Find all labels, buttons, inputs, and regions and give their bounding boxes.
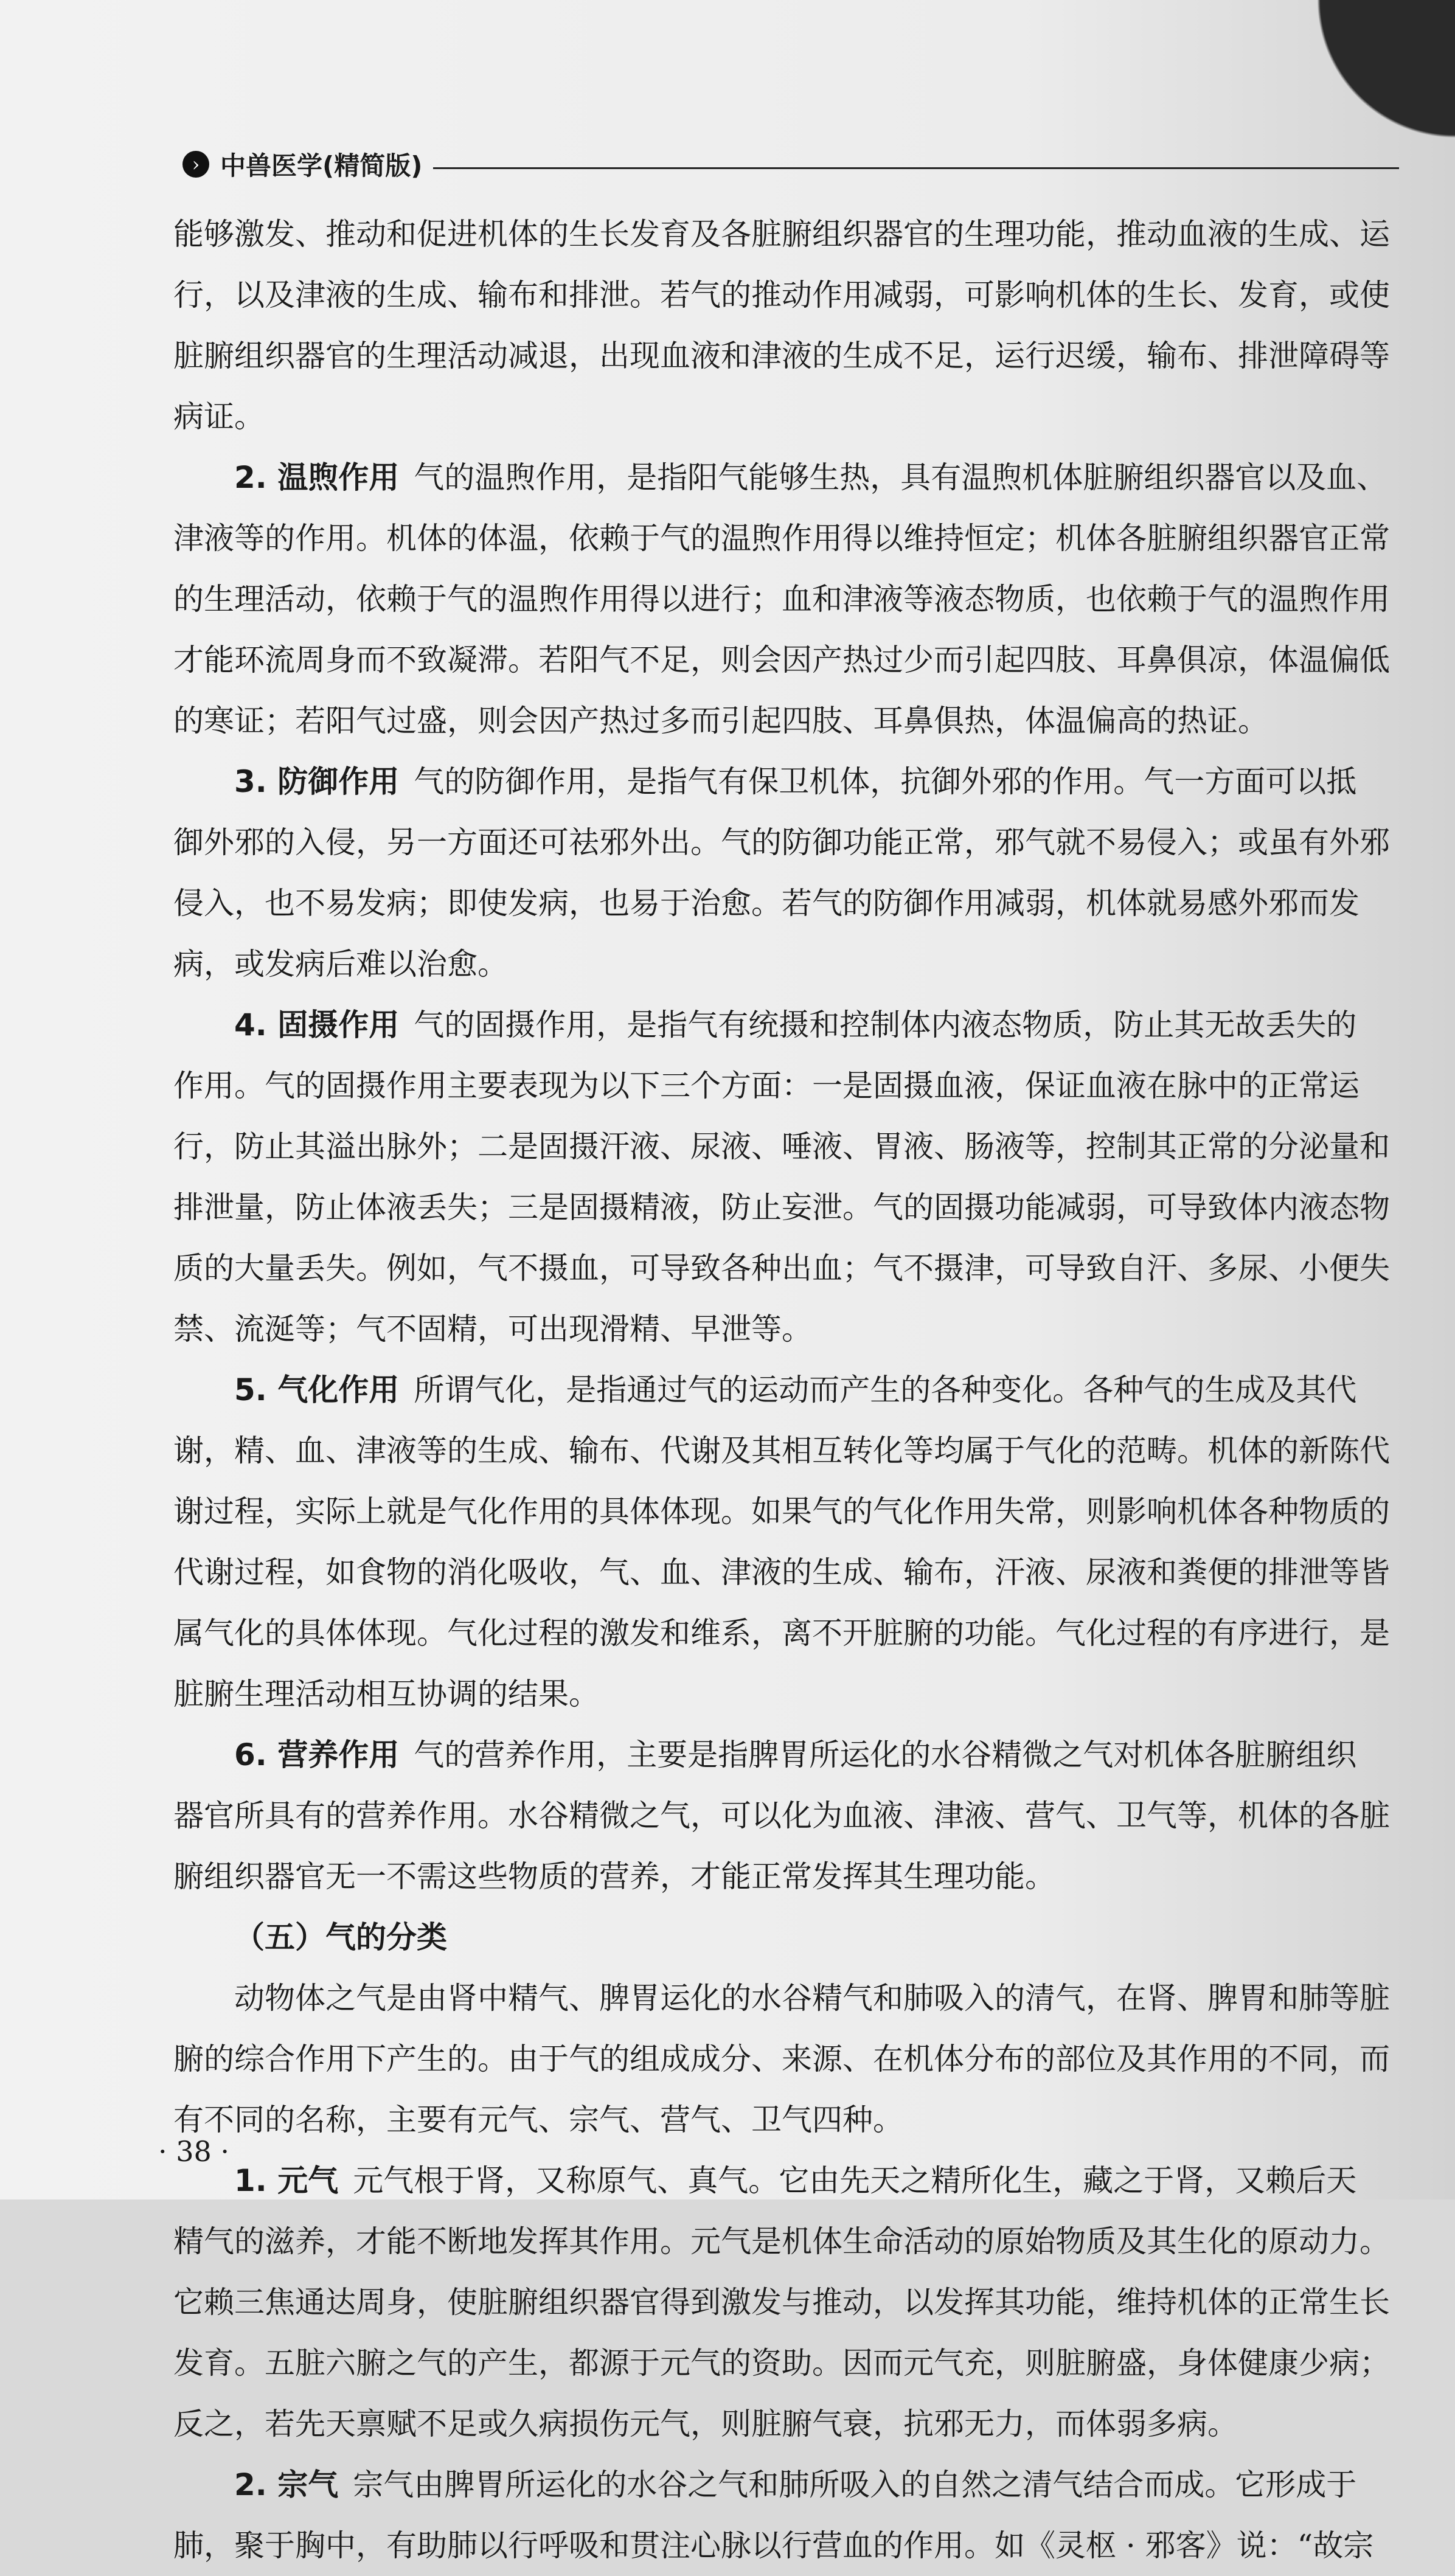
page-number: · 38 · [158,2135,230,2168]
paragraph-text: 动物体之气是由肾中精气、脾胃运化的水谷精气和肺吸入的清气，在肾、脾胃和肺等脏 [234,1981,1390,2016]
paragraph-text: 禁、流涎等；气不固精，可出现滑精、早泄等。 [173,1311,812,1347]
text-line [173,1299,1405,1359]
paragraph-text: 行，防止其溢出脉外；二是固摄汗液、尿液、唾液、胃液、肠液等，控制其正常的分泌量和 [173,1129,1390,1164]
subsection-label: 6. 营养作用 [234,1737,400,1772]
paragraph-text: 器官所具有的营养作用。水谷精微之气，可以化为血液、津液、营气、卫气等，机体的各脏 [173,1798,1390,1833]
paragraph-text: 津液等的作用。机体的体温，依赖于气的温煦作用得以维持恒定；机体各脏腑组织器官正常 [173,521,1390,556]
text-line [173,508,1405,569]
text-line [173,265,1405,325]
section-heading [173,1907,1405,1968]
paragraph-text: 脏腑生理活动相互协调的结果。 [173,1676,599,1712]
subsection-label: 4. 固摄作用 [234,1007,400,1043]
text-line [173,1724,1405,1785]
text-line [173,2211,1405,2272]
paragraph-text: 谢过程，实际上就是气化作用的具体体现。如果气的气化作用失常，则影响机体各种物质的 [173,1494,1390,1529]
text-line [173,325,1405,386]
paragraph-text: 气的固摄作用，是指气有统摄和控制体内液态物质，防止其无故丢失的 [414,1007,1357,1043]
paragraph-text: 气的防御作用，是指气有保卫机体，抗御外邪的作用。气一方面可以抵 [414,764,1357,799]
paragraph-text: 所谓气化，是指通过气的运动而产生的各种变化。各种气的生成及其代 [414,1372,1357,1408]
paragraph-text: 属气化的具体体现。气化过程的激发和维系，离不开脏腑的功能。气化过程的有序进行，是 [173,1616,1390,1651]
paragraph-text: 腑组织器官无一不需这些物质的营养，才能正常发挥其生理功能。 [173,1859,1055,1894]
paragraph-text: 气的营养作用，主要是指脾胃所运化的水谷精微之气对机体各脏腑组织 [414,1737,1357,1772]
text-line [173,2150,1405,2211]
paragraph-text: 病，或发病后难以治愈。 [173,946,508,982]
paragraph-text: 排泄量，防止体液丢失；三是固摄精液，防止妄泄。气的固摄功能减弱，可导致体内液态物 [173,1190,1390,1225]
paragraph-text: 腑的综合作用下产生的。由于气的组成成分、来源、在机体分布的部位及其作用的不同，而 [173,2041,1390,2077]
paragraph-text: 代谢过程，如食物的消化吸收，气、血、津液的生成、输布，汗液、尿液和粪便的排泄等皆 [173,1555,1390,1590]
text-line [173,2272,1405,2333]
text-line [173,1968,1405,2029]
subsection-label: 2. 宗气 [234,2467,339,2502]
paragraph-text: 反之，若先天禀赋不足或久病损伤元气，则脏腑气衰，抗邪无力，而体弱多病。 [173,2406,1238,2442]
text-line [173,1359,1405,1420]
text-line [173,2454,1405,2515]
text-line [173,2394,1405,2454]
text-line [173,751,1405,812]
text-line [173,386,1405,447]
paragraph-text: 精气的滋养，才能不断地发挥其作用。元气是机体生命活动的原始物质及其生化的原动力。 [173,2224,1390,2259]
running-header [182,143,1399,186]
subsection-label: 5. 气化作用 [234,1372,400,1408]
paragraph-text: 它赖三焦通达周身，使脏腑组织器官得到激发与推动，以发挥其功能，维持机体的正常生长 [173,2285,1390,2320]
text-line [173,630,1405,690]
subsection-label: 2. 温煦作用 [234,460,400,495]
paragraph-text: 有不同的名称，主要有元气、宗气、营气、卫气四种。 [173,2102,903,2137]
text-line [173,995,1405,1055]
paragraph-text: 作用。气的固摄作用主要表现为以下三个方面：一是固摄血液，保证血液在脉中的正常运 [173,1068,1360,1103]
text-line [173,2333,1405,2394]
text-line [173,1603,1405,1664]
paragraph-text: 行，以及津液的生成、输布和排泄。若气的推动作用减弱，可影响机体的生长、发育，或使 [173,277,1390,313]
paragraph-text: 发育。五脏六腑之气的产生，都源于元气的资助。因而元气充，则脏腑盛，身体健康少病； [173,2345,1390,2381]
text-line [173,447,1405,508]
paragraph-text: 才能环流周身而不致凝滞。若阳气不足，则会因产热过少而引起四肢、耳鼻俱凉，体温偏低 [173,642,1390,678]
header-rule [433,167,1399,169]
text-line [173,1238,1405,1299]
text-line [173,1664,1405,1724]
paragraph-text: 侵入，也不易发病；即使发病，也易于治愈。若气的防御作用减弱，机体就易感外邪而发 [173,886,1360,921]
text-line [173,1055,1405,1116]
subsection-label: 3. 防御作用 [234,764,400,799]
text-line [173,2515,1405,2576]
paragraph-text: 的寒证；若阳气过盛，则会因产热过多而引起四肢、耳鼻俱热，体温偏高的热证。 [173,703,1268,738]
paragraph-text: 病证。 [173,399,265,434]
text-line [173,1542,1405,1603]
circle-arrow-icon: › [182,151,209,178]
paragraph-text: 御外邪的入侵，另一方面还可祛邪外出。气的防御功能正常，邪气就不易侵入；或虽有外邪 [173,825,1390,860]
text-line [173,1785,1405,1846]
paragraph-text: 宗气由脾胃所运化的水谷之气和肺所吸入的自然之清气结合而成。它形成于 [353,2467,1357,2502]
paragraph-text: 的生理活动，依赖于气的温煦作用得以进行；血和津液等液态物质，也依赖于气的温煦作用 [173,582,1390,617]
text-line [173,1846,1405,1907]
text-line [173,690,1405,751]
paragraph-text: 元气根于肾，又称原气、真气。它由先天之精所化生，藏之于肾，又赖后天 [353,2163,1357,2198]
text-line [173,569,1405,630]
body-text [173,204,1405,2576]
text-line [173,204,1405,265]
paragraph-text: 气的温煦作用，是指阳气能够生热，具有温煦机体脏腑组织器官以及血、 [414,460,1387,495]
text-line [173,873,1405,934]
text-line [173,1177,1405,1238]
text-line [173,1116,1405,1177]
text-line [173,1420,1405,1481]
book-title: 中兽医学(精简版) [220,151,423,181]
paragraph-text: 质的大量丢失。例如，气不摄血，可导致各种出血；气不摄津，可导致自汗、多尿、小便失 [173,1251,1390,1286]
paragraph-text: 谢，精、血、津液等的生成、输布、代谢及其相互转化等均属于气化的范畴。机体的新陈代 [173,1433,1390,1468]
text-line [173,2089,1405,2150]
text-line [173,934,1405,995]
text-line [173,812,1405,873]
paragraph-text: 脏腑组织器官的生理活动减退，出现血液和津液的生成不足，运行迟缓，输布、排泄障碍等 [173,338,1390,373]
text-line [173,2029,1405,2089]
section-heading-text: （五）气的分类 [234,1920,447,1955]
paragraph-text: 能够激发、推动和促进机体的生长发育及各脏腑组织器官的生理功能，推动血液的生成、运 [173,217,1390,252]
subsection-label: 1. 元气 [234,2163,339,2198]
paragraph-text: 肺，聚于胸中，有助肺以行呼吸和贯注心脉以行营血的作用。如《灵枢 · 邪客》说：“故宗 [173,2528,1374,2563]
text-line [173,1481,1405,1542]
